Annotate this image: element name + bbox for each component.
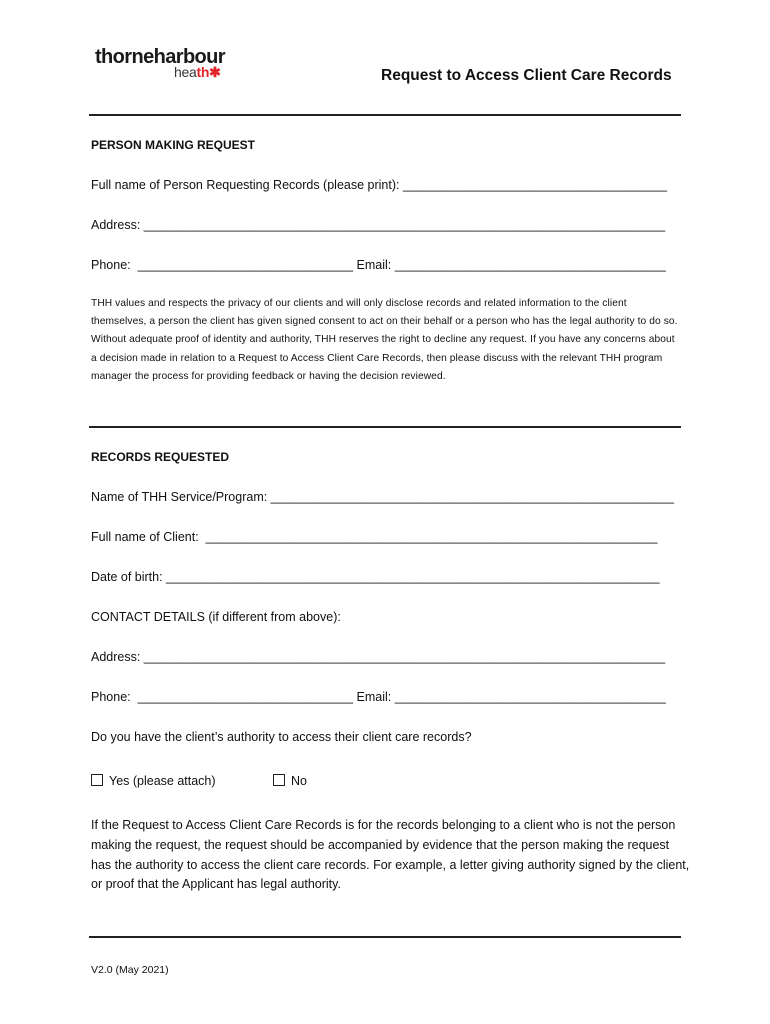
date-of-birth-field[interactable]: Date of birth: _______________________________________________________________________ bbox=[91, 570, 660, 584]
logo-sub-accent: th bbox=[196, 64, 210, 80]
checkbox-yes[interactable] bbox=[91, 774, 216, 788]
contact-phone-email-field[interactable]: Phone: _______________________________ Email: _______________________________________ bbox=[91, 690, 666, 704]
checkbox-yes-label: Yes (please attach) bbox=[109, 774, 216, 788]
document-title: Request to Access Client Care Records bbox=[381, 67, 672, 84]
privacy-paragraph: THH values and respects the privacy of our clients and will only disclose records and related information to the client themselves, a person the client has given signed consent to act on their behalf or a person who has the legal authority to do so. Without adequate proof of identity and authority, THH reserves the right to decline any request. If you have any concerns about a decision made in relation to a Request to Access Client Care Records, then please discuss with the relevant THH program manager the process for providing feedback or having the decision reviewed. bbox=[91, 298, 678, 382]
client-name-field[interactable]: Full name of Client: _________________________________________________________________ bbox=[91, 530, 658, 544]
checkbox-no[interactable] bbox=[273, 774, 307, 788]
address-field[interactable]: Address: ___________________________________________________________________________ bbox=[91, 218, 666, 232]
logo-subtitle bbox=[174, 64, 221, 80]
contact-details-heading: CONTACT DETAILS (if different from above): bbox=[91, 610, 341, 624]
logo-wordmark: thorneharbour bbox=[95, 46, 225, 68]
version-footer: V2.0 (May 2021) bbox=[91, 964, 169, 976]
divider-middle bbox=[89, 426, 681, 428]
full-name-field[interactable]: Full name of Person Requesting Records (please print): ______________________________________ bbox=[91, 178, 668, 192]
divider-top bbox=[89, 114, 681, 116]
checkbox-no-label: No bbox=[291, 774, 307, 788]
phone-email-field[interactable]: Phone: _______________________________ Email: _______________________________________ bbox=[91, 258, 666, 272]
contact-address-field[interactable]: Address: ___________________________________________________________________________ bbox=[91, 650, 666, 664]
logo-star-icon: ✱ bbox=[209, 64, 221, 80]
checkbox-icon[interactable] bbox=[91, 774, 103, 786]
checkbox-icon[interactable] bbox=[273, 774, 285, 786]
service-program-field[interactable]: Name of THH Service/Program: __________________________________________________________ bbox=[91, 490, 674, 504]
logo-sub-light: hea bbox=[174, 64, 197, 80]
section-heading-records: RECORDS REQUESTED bbox=[91, 450, 230, 464]
authority-question: Do you have the client’s authority to access their client care records? bbox=[91, 730, 472, 744]
divider-bottom bbox=[89, 936, 681, 938]
section-heading-person: PERSON MAKING REQUEST bbox=[91, 138, 256, 152]
evidence-paragraph: If the Request to Access Client Care Records is for the records belonging to a client who is not the person making the request, the request should be accompanied by evidence that the person making the request has the authority to access the client care records. For example, a letter giving authority signed by the client, or proof that the Applicant has legal authority. bbox=[91, 818, 690, 892]
